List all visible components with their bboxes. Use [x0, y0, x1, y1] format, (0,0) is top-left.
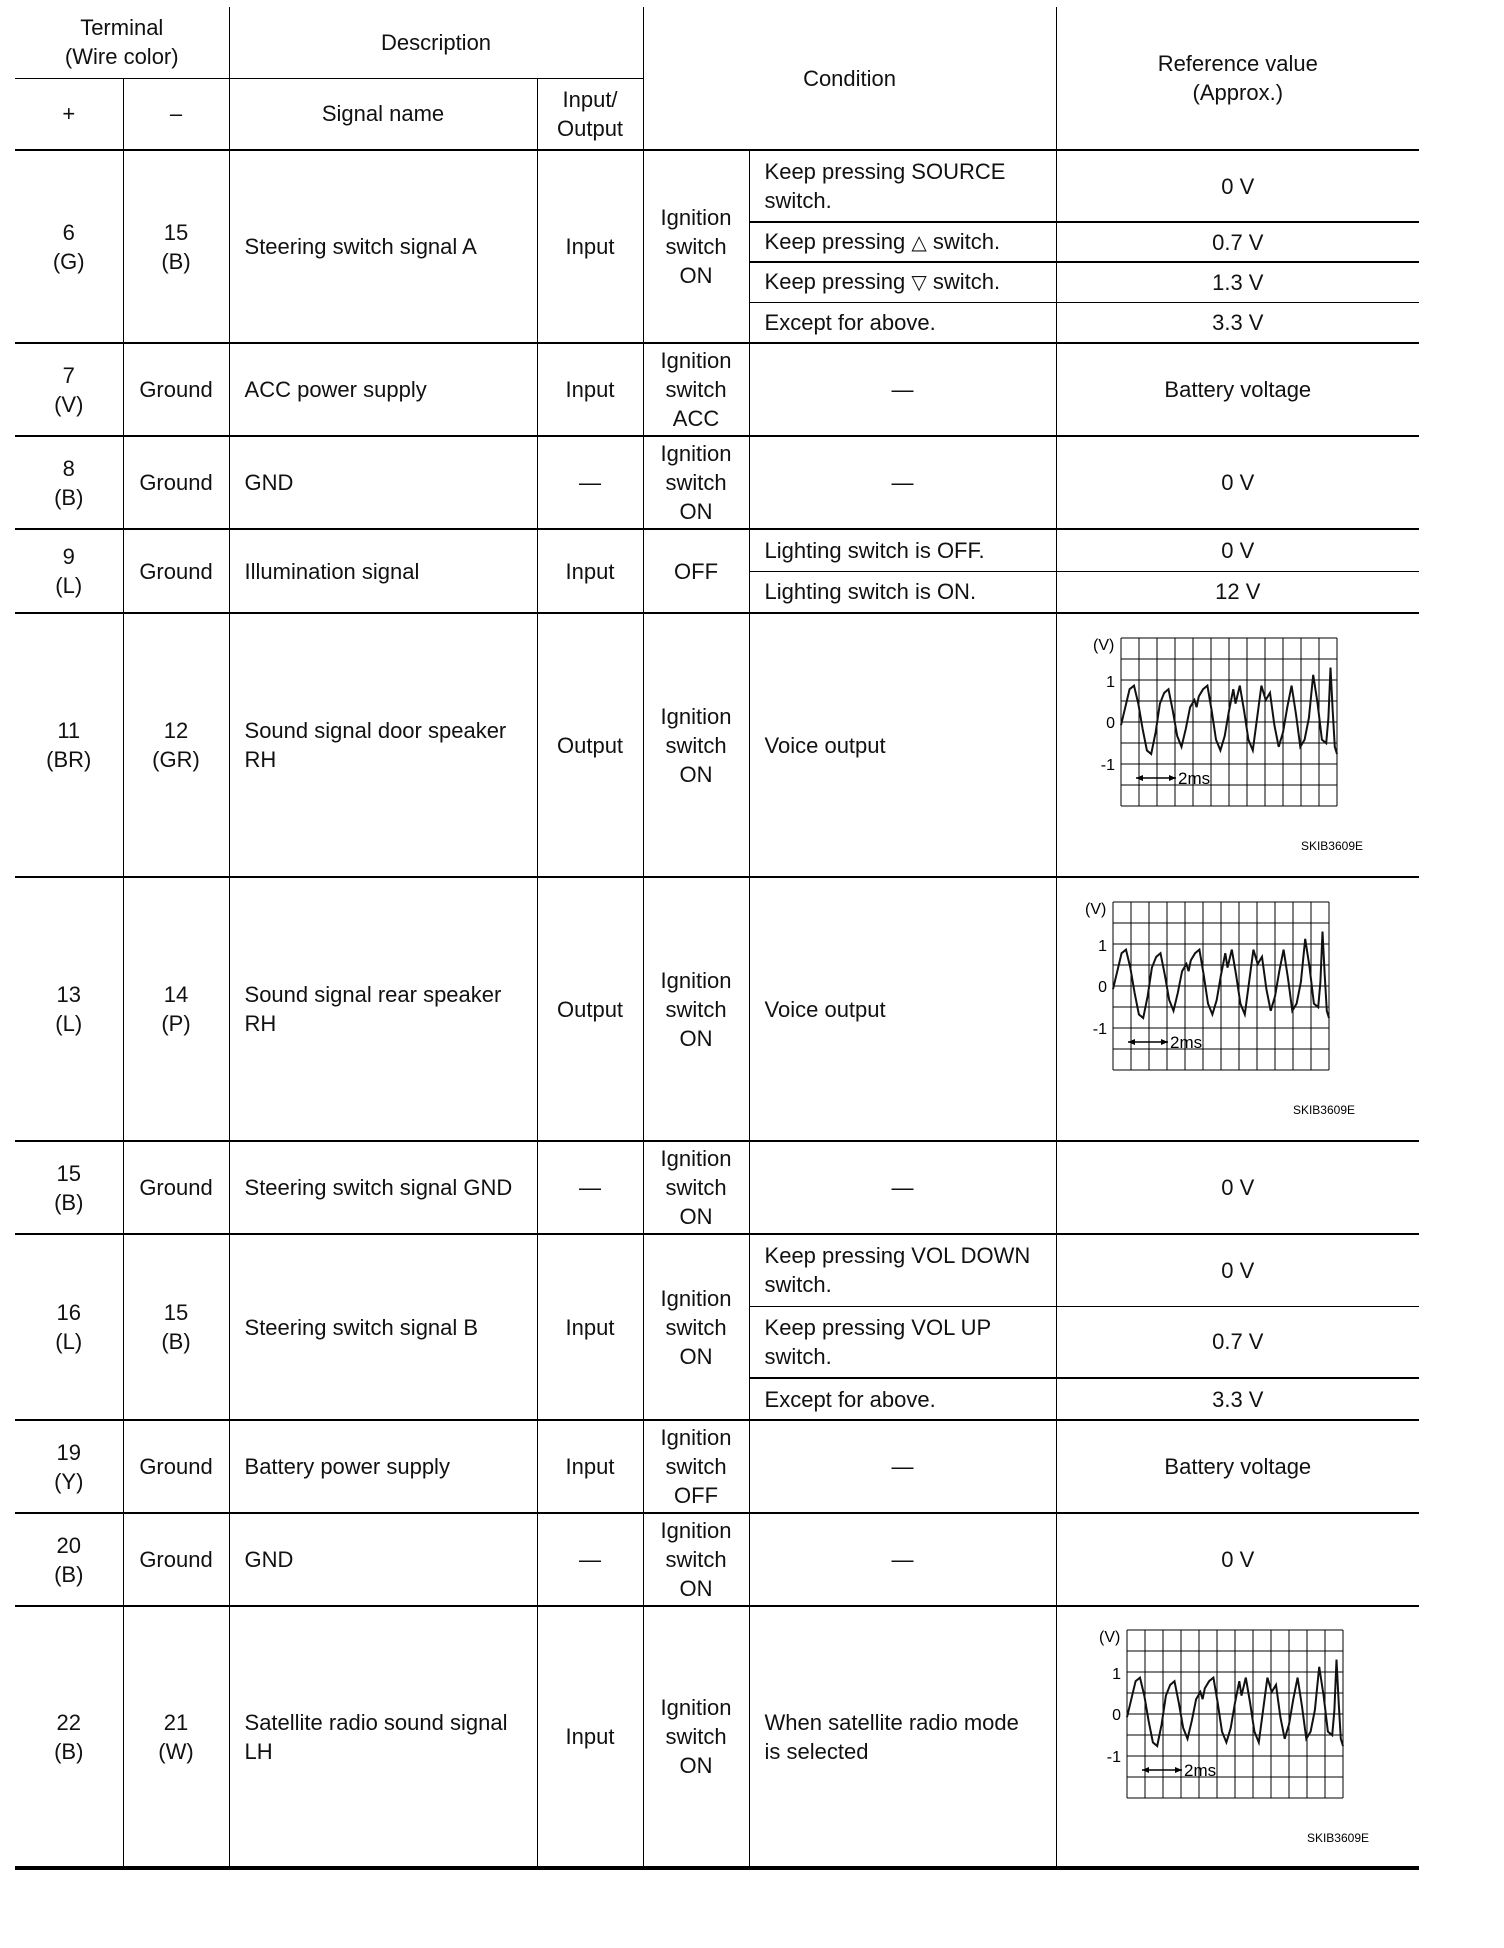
- figure-code: SKIB3609E: [1306, 1830, 1369, 1845]
- terminal-minus: Ground: [123, 343, 229, 436]
- ignition-state: Ignition switch OFF: [643, 1420, 749, 1513]
- waveform-figure: [1063, 1622, 1393, 1852]
- terminal-plus: 8 (B): [15, 436, 123, 529]
- signal-name: ACC power supply: [229, 343, 537, 436]
- time-scale-marker: [1136, 775, 1176, 781]
- figure-code: SKIB3609E: [1300, 839, 1363, 853]
- scope-grid: [1113, 902, 1329, 1070]
- terminal-minus: 21 (W): [123, 1606, 229, 1868]
- scope-unit-label: (V): [1098, 1628, 1120, 1646]
- scope-time-label: 2ms: [1177, 769, 1210, 788]
- reference-value: 3.3 V: [1056, 302, 1419, 343]
- reference-value: 0 V: [1056, 1234, 1419, 1306]
- terminal-plus: 13 (L): [15, 877, 123, 1141]
- header-signal-name: Signal name: [229, 78, 537, 150]
- signal-name: Sound signal door speaker RH: [229, 613, 537, 877]
- condition-text: —: [749, 1420, 1056, 1513]
- signal-name: Battery power supply: [229, 1420, 537, 1513]
- reference-value: 0 V: [1056, 1513, 1419, 1606]
- condition-text: Keep pressing ▽ switch.: [749, 262, 1056, 302]
- time-scale-marker: [1128, 1039, 1168, 1045]
- input-output: Input: [537, 1606, 643, 1868]
- terminal-plus: 20 (B): [15, 1513, 123, 1606]
- condition-text: Keep pressing VOL DOWN switch.: [749, 1234, 1056, 1306]
- terminal-minus: Ground: [123, 436, 229, 529]
- signal-name: Illumination signal: [229, 529, 537, 613]
- reference-value: 0.7 V: [1056, 222, 1419, 262]
- scope-tick-label: -1: [1100, 757, 1115, 774]
- reference-value: 12 V: [1056, 571, 1419, 613]
- ignition-state: Ignition switch ON: [643, 1606, 749, 1868]
- reference-value: 0 V: [1056, 529, 1419, 571]
- condition-text: Lighting switch is OFF.: [749, 529, 1056, 571]
- scope-grid: [1121, 638, 1337, 806]
- condition-text: When satellite radio mode is selected: [749, 1606, 1056, 1868]
- reference-value: 0 V: [1056, 150, 1419, 222]
- input-output: Input: [537, 1234, 643, 1420]
- input-output: Input: [537, 343, 643, 436]
- condition-text: Voice output: [749, 613, 1056, 877]
- terminal-minus: 15 (B): [123, 1234, 229, 1420]
- signal-name: Steering switch signal A: [229, 150, 537, 343]
- signal-name: Satellite radio sound signal LH: [229, 1606, 537, 1868]
- reference-value: 0.7 V: [1056, 1306, 1419, 1378]
- input-output: Input: [537, 529, 643, 613]
- terminal-minus: Ground: [123, 529, 229, 613]
- input-output: Input: [537, 1420, 643, 1513]
- terminal-plus: 15 (B): [15, 1141, 123, 1234]
- terminal-minus: 12 (GR): [123, 613, 229, 877]
- ignition-state: Ignition switch ON: [643, 877, 749, 1141]
- input-output: —: [537, 1513, 643, 1606]
- triangle-down-icon: ▽: [911, 271, 927, 294]
- oscilloscope-reference: [1056, 613, 1419, 877]
- scope-tick-label: -1: [1106, 1748, 1121, 1766]
- ignition-state: Ignition switch ON: [643, 613, 749, 877]
- header-terminal: Terminal (Wire color): [15, 7, 229, 78]
- ignition-state: Ignition switch ON: [643, 1234, 749, 1420]
- terminal-minus: Ground: [123, 1141, 229, 1234]
- scope-tick-label: 1: [1111, 1665, 1121, 1683]
- terminal-plus: 6 (G): [15, 150, 123, 343]
- terminal-plus: 9 (L): [15, 529, 123, 613]
- reference-value: 1.3 V: [1056, 262, 1419, 302]
- spec-table: [15, 7, 1419, 1870]
- terminal-minus: Ground: [123, 1513, 229, 1606]
- condition-text: Keep pressing △ switch.: [749, 222, 1056, 262]
- terminal-plus: 22 (B): [15, 1606, 123, 1868]
- ignition-state: Ignition switch ON: [643, 1513, 749, 1606]
- oscilloscope-reference: [1056, 1606, 1419, 1868]
- condition-text: —: [749, 343, 1056, 436]
- ignition-state: Ignition switch ACC: [643, 343, 749, 436]
- terminal-minus: Ground: [123, 1420, 229, 1513]
- scope-tick-label: 0: [1105, 715, 1115, 732]
- reference-value: 3.3 V: [1056, 1378, 1419, 1420]
- header-input-output: Input/ Output: [537, 78, 643, 150]
- terminal-plus: 11 (BR): [15, 613, 123, 877]
- condition-text: —: [749, 436, 1056, 529]
- scope-tick-label: 0: [1111, 1706, 1121, 1724]
- terminal-minus: 15 (B): [123, 150, 229, 343]
- input-output: Output: [537, 877, 643, 1141]
- terminal-plus: 19 (Y): [15, 1420, 123, 1513]
- condition-text: —: [749, 1513, 1056, 1606]
- waveform-figure: [1063, 630, 1393, 860]
- input-output: —: [537, 436, 643, 529]
- header-description: Description: [229, 7, 643, 78]
- scope-time-label: 2ms: [1183, 1760, 1216, 1780]
- header-reference-value: Reference value (Approx.): [1056, 7, 1419, 150]
- scope-grid: [1127, 1630, 1343, 1798]
- scope-tick-label: -1: [1092, 1021, 1107, 1038]
- condition-text: Voice output: [749, 877, 1056, 1141]
- header-plus: +: [15, 78, 123, 150]
- terminal-reference-table: [15, 7, 1413, 1870]
- condition-text: Keep pressing VOL UP switch.: [749, 1306, 1056, 1378]
- signal-name: GND: [229, 1513, 537, 1606]
- scope-tick-label: 1: [1097, 938, 1107, 955]
- scope-time-label: 2ms: [1169, 1033, 1202, 1052]
- reference-value: 0 V: [1056, 1141, 1419, 1234]
- signal-name: Steering switch signal B: [229, 1234, 537, 1420]
- oscilloscope-reference: [1056, 877, 1419, 1141]
- time-scale-marker: [1142, 1767, 1182, 1773]
- scope-tick-label: 0: [1097, 979, 1107, 996]
- terminal-plus: 16 (L): [15, 1234, 123, 1420]
- input-output: Output: [537, 613, 643, 877]
- reference-value: Battery voltage: [1056, 1420, 1419, 1513]
- signal-name: GND: [229, 436, 537, 529]
- ignition-state: Ignition switch ON: [643, 150, 749, 343]
- condition-text: Keep pressing SOURCE switch.: [749, 150, 1056, 222]
- input-output: Input: [537, 150, 643, 343]
- condition-text: Lighting switch is ON.: [749, 571, 1056, 613]
- terminal-plus: 7 (V): [15, 343, 123, 436]
- ignition-state: Ignition switch ON: [643, 436, 749, 529]
- input-output: —: [537, 1141, 643, 1234]
- header-minus: –: [123, 78, 229, 150]
- header-condition: Condition: [643, 7, 1056, 150]
- reference-value: 0 V: [1056, 436, 1419, 529]
- reference-value: Battery voltage: [1056, 343, 1419, 436]
- ignition-state: OFF: [643, 529, 749, 613]
- terminal-minus: 14 (P): [123, 877, 229, 1141]
- figure-code: SKIB3609E: [1292, 1103, 1355, 1117]
- scope-unit-label: (V): [1084, 901, 1106, 918]
- condition-text: Except for above.: [749, 302, 1056, 343]
- condition-text: —: [749, 1141, 1056, 1234]
- ignition-state: Ignition switch ON: [643, 1141, 749, 1234]
- signal-name: Sound signal rear speaker RH: [229, 877, 537, 1141]
- signal-name: Steering switch signal GND: [229, 1141, 537, 1234]
- waveform-figure: [1063, 894, 1393, 1124]
- condition-text: Except for above.: [749, 1378, 1056, 1420]
- scope-tick-label: 1: [1105, 674, 1115, 691]
- triangle-up-icon: △: [911, 231, 927, 254]
- scope-unit-label: (V): [1092, 637, 1114, 654]
